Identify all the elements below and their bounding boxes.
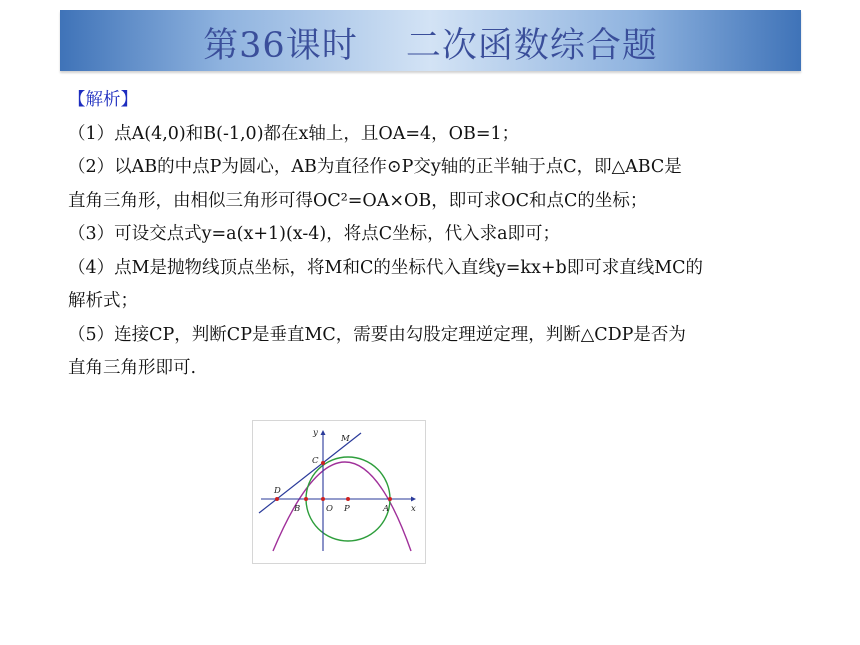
label-c: C xyxy=(312,456,319,466)
text-line-5: （4）点M是抛物线顶点坐标，将M和C的坐标代入直线y=kx+b即可求直线MC的 xyxy=(68,257,704,278)
point-o xyxy=(321,497,325,501)
analysis-text xyxy=(68,84,788,386)
text-line-3: 直角三角形，由相似三角形可得OC²=OA×OB，即可求OC和点C的坐标； xyxy=(68,190,648,211)
y-axis-arrow xyxy=(321,430,326,435)
text-line-7: （5）连接CP，判断CP是垂直MC，需要由勾股定理逆定理，判断△CDP是否为 xyxy=(68,324,686,345)
geometry-figure xyxy=(252,420,426,564)
text-line-2: （2）以AB的中点P为圆心，AB为直径作⊙P交y轴的正半轴于点C，即△ABC是 xyxy=(68,157,682,177)
figure-svg xyxy=(253,421,425,563)
text-line-6: 解析式； xyxy=(68,291,138,311)
point-p xyxy=(346,497,350,501)
label-x: x xyxy=(411,504,416,514)
page-title: 第36课时 二次函数综合题 xyxy=(203,26,658,66)
point-d xyxy=(275,497,279,501)
text-line-1: （1）点A(4,0)和B(-1,0)都在x轴上，且OA=4，OB=1； xyxy=(68,123,520,144)
point-b xyxy=(304,497,308,501)
line-mc xyxy=(259,433,361,513)
text-line-4: （3）可设交点式y=a(x+1)(x-4)，将点C坐标，代入求a即可； xyxy=(68,224,561,244)
label-a: A xyxy=(383,504,390,514)
x-axis-arrow xyxy=(411,497,416,502)
label-b: B xyxy=(294,504,301,514)
label-y: y xyxy=(313,428,318,438)
label-m: M xyxy=(341,434,350,444)
title-banner xyxy=(60,10,801,71)
point-c xyxy=(321,461,325,465)
label-o: O xyxy=(326,504,333,514)
analysis-heading: 【解析】 xyxy=(68,90,138,110)
point-a xyxy=(388,497,392,501)
label-d: D xyxy=(274,486,281,496)
label-p: P xyxy=(344,504,350,514)
text-line-8: 直角三角形即可. xyxy=(68,358,197,378)
